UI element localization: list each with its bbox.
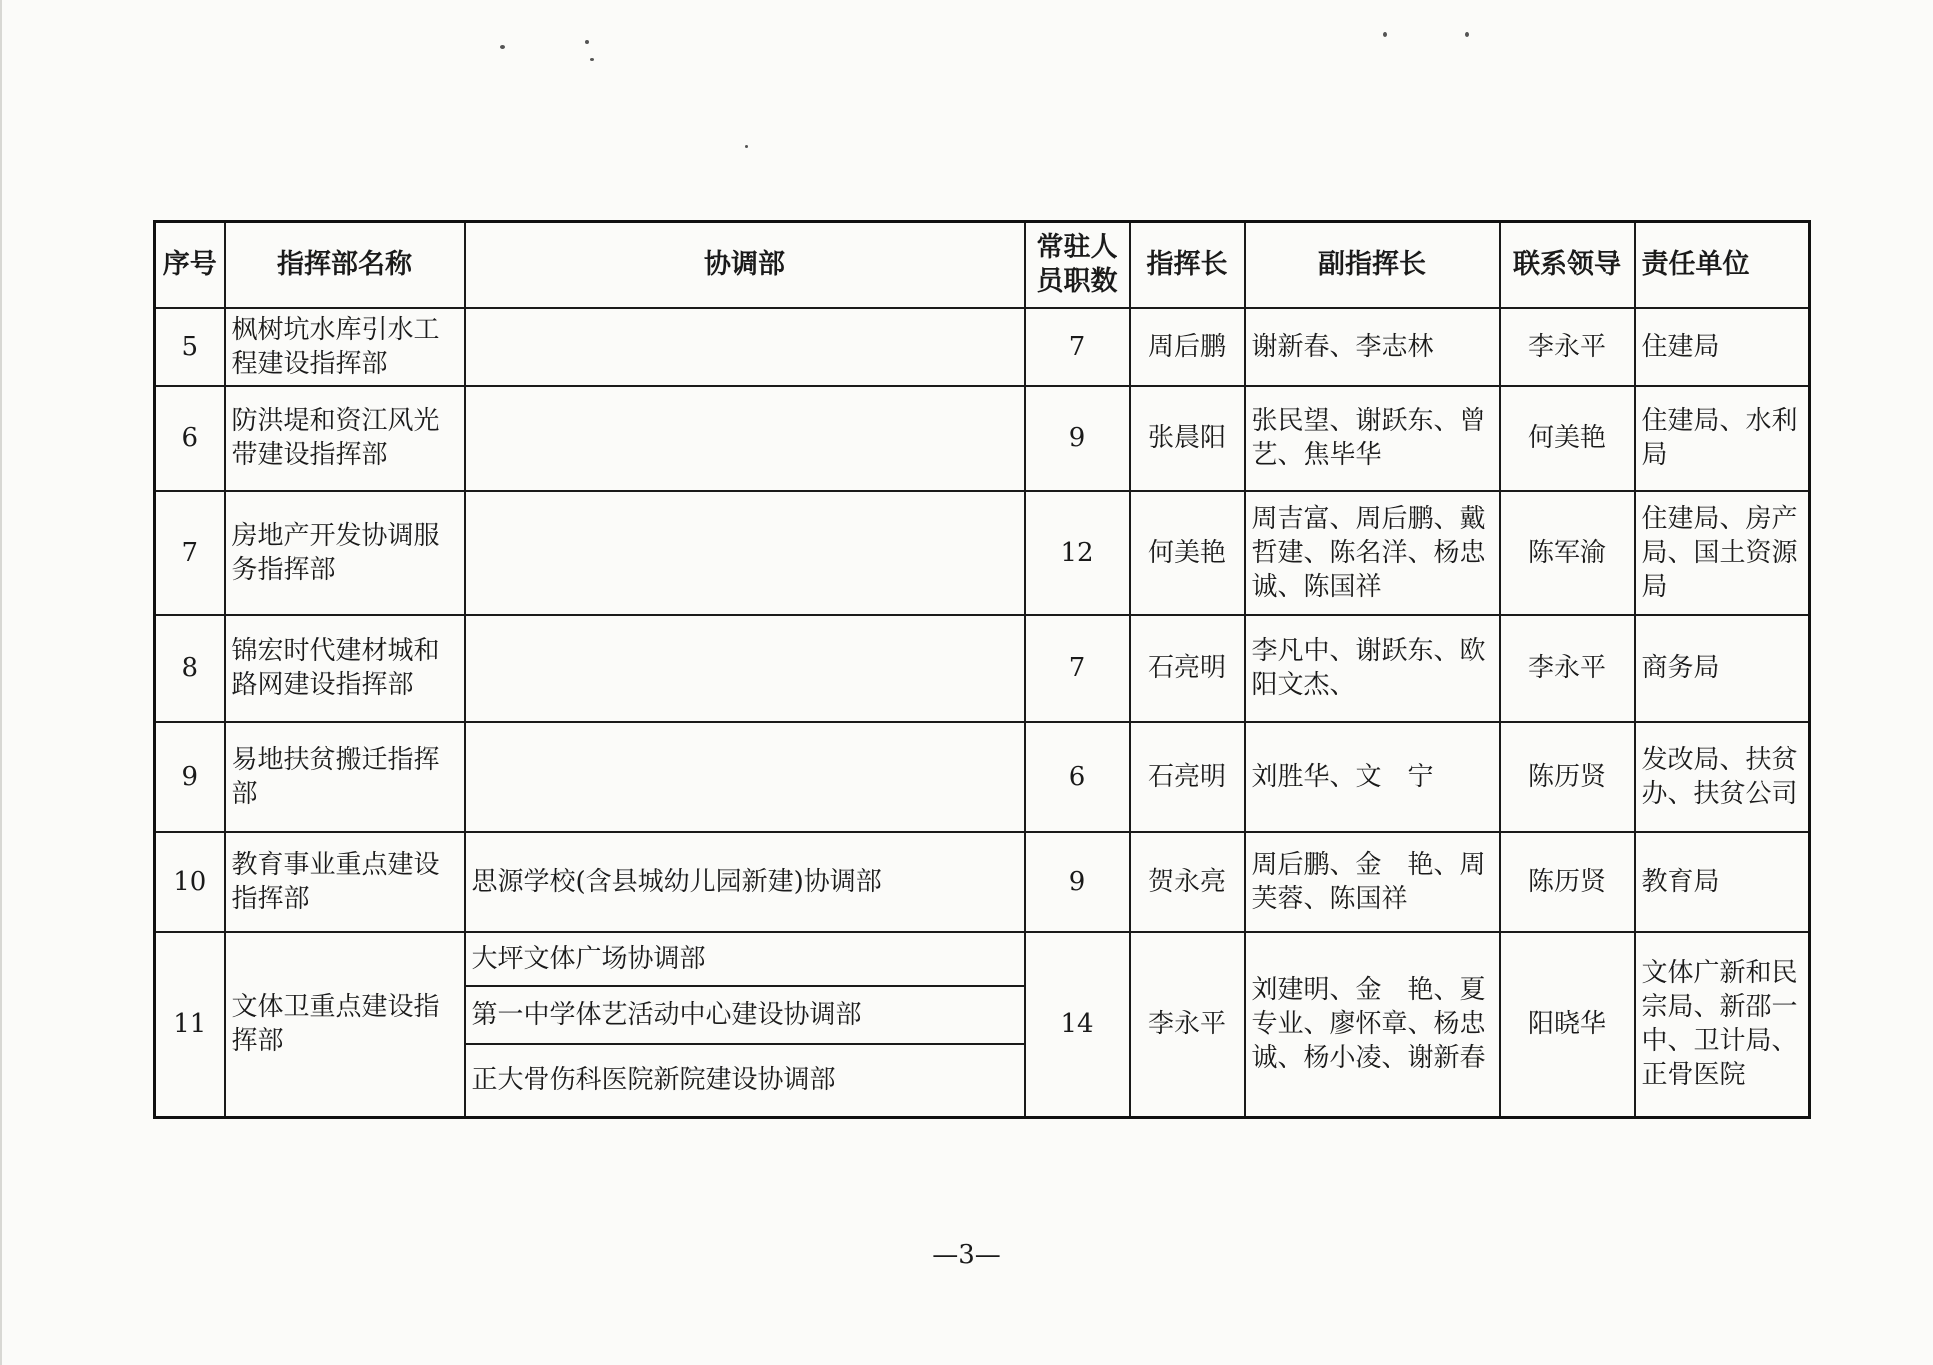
header-commander: 指挥长: [1130, 222, 1245, 308]
header-unit: 责任单位: [1635, 222, 1810, 308]
row-staff: 7: [1025, 308, 1130, 386]
header-name: 指挥部名称: [225, 222, 465, 308]
row-coord: [465, 386, 1025, 491]
row-coord: [465, 308, 1025, 386]
row-name: 易地扶贫搬迁指挥部: [225, 722, 465, 832]
row-name: 文体卫重点建设指挥部: [225, 932, 465, 1118]
row-staff: 6: [1025, 722, 1130, 832]
row-seq: 6: [155, 386, 225, 491]
row-seq: 9: [155, 722, 225, 832]
row-commander: 李永平: [1130, 932, 1245, 1118]
scan-speck: [500, 45, 505, 49]
scan-speck: [745, 145, 748, 148]
scan-speck: [590, 58, 594, 61]
row-deputy: 周吉富、周后鹏、戴哲建、陈名洋、杨忠诚、陈国祥: [1245, 491, 1500, 615]
row-liaison: 阳晓华: [1500, 932, 1635, 1118]
row-name: 房地产开发协调服务指挥部: [225, 491, 465, 615]
header-staff: 常驻人员职数: [1025, 222, 1130, 308]
row-coord: [465, 722, 1025, 832]
table-row: [155, 308, 1810, 386]
row-unit: 住建局、水利局: [1635, 386, 1810, 491]
table-row: [155, 615, 1810, 722]
row-commander: 贺永亮: [1130, 832, 1245, 932]
row-unit: 商务局: [1635, 615, 1810, 722]
row-liaison: 何美艳: [1500, 386, 1635, 491]
row-deputy: 刘胜华、文 宁: [1245, 722, 1500, 832]
row-staff: 9: [1025, 832, 1130, 932]
row-name: 防洪堤和资江风光带建设指挥部: [225, 386, 465, 491]
row-deputy: 李凡中、谢跃东、欧阳文杰、: [1245, 615, 1500, 722]
page-number: —3—: [932, 1240, 1001, 1270]
row-unit: 发改局、扶贫办、扶贫公司: [1635, 722, 1810, 832]
row-coord: 思源学校(含县城幼儿园新建)协调部: [465, 832, 1025, 932]
row-staff: 7: [1025, 615, 1130, 722]
header-deputy: 副指挥长: [1245, 222, 1500, 308]
row-commander: 何美艳: [1130, 491, 1245, 615]
header-liaison: 联系领导: [1500, 222, 1635, 308]
table-row: [155, 722, 1810, 832]
table-row: [155, 932, 1810, 986]
row-coord: 第一中学体艺活动中心建设协调部: [465, 986, 1025, 1044]
header-seq: 序号: [155, 222, 225, 308]
row-staff: 14: [1025, 932, 1130, 1118]
row-liaison: 李永平: [1500, 308, 1635, 386]
header-coord: 协调部: [465, 222, 1025, 308]
row-liaison: 陈历贤: [1500, 722, 1635, 832]
row-commander: 张晨阳: [1130, 386, 1245, 491]
table-header-row: [155, 222, 1810, 308]
row-commander: 石亮明: [1130, 722, 1245, 832]
row-seq: 7: [155, 491, 225, 615]
command-table: [153, 220, 1811, 1119]
row-name: 教育事业重点建设指挥部: [225, 832, 465, 932]
scan-speck: [585, 40, 589, 44]
row-unit: 住建局: [1635, 308, 1810, 386]
row-liaison: 陈历贤: [1500, 832, 1635, 932]
row-coord: [465, 491, 1025, 615]
row-coord: 正大骨伤科医院新院建设协调部: [465, 1044, 1025, 1118]
scan-speck: [1383, 32, 1387, 37]
row-unit: 文体广新和民宗局、新邵一中、卫计局、正骨医院: [1635, 932, 1810, 1118]
row-coord: [465, 615, 1025, 722]
row-coord: 大坪文体广场协调部: [465, 932, 1025, 986]
row-deputy: 刘建明、金 艳、夏专业、廖怀章、杨忠诚、杨小凌、谢新春: [1245, 932, 1500, 1118]
table-row: [155, 491, 1810, 615]
row-deputy: 周后鹏、金 艳、周芙蓉、陈国祥: [1245, 832, 1500, 932]
row-liaison: 李永平: [1500, 615, 1635, 722]
row-seq: 8: [155, 615, 225, 722]
row-deputy: 张民望、谢跃东、曾 艺、焦毕华: [1245, 386, 1500, 491]
row-name: 枫树坑水库引水工程建设指挥部: [225, 308, 465, 386]
table-row: [155, 386, 1810, 491]
row-commander: 石亮明: [1130, 615, 1245, 722]
row-seq: 11: [155, 932, 225, 1118]
row-staff: 12: [1025, 491, 1130, 615]
row-commander: 周后鹏: [1130, 308, 1245, 386]
row-liaison: 陈军渝: [1500, 491, 1635, 615]
row-seq: 5: [155, 308, 225, 386]
scan-speck: [1465, 32, 1469, 37]
row-seq: 10: [155, 832, 225, 932]
row-unit: 教育局: [1635, 832, 1810, 932]
row-unit: 住建局、房产局、国土资源局: [1635, 491, 1810, 615]
row-staff: 9: [1025, 386, 1130, 491]
page-edge: [0, 0, 2, 1365]
table-row: [155, 832, 1810, 932]
row-deputy: 谢新春、李志林: [1245, 308, 1500, 386]
row-name: 锦宏时代建材城和路网建设指挥部: [225, 615, 465, 722]
